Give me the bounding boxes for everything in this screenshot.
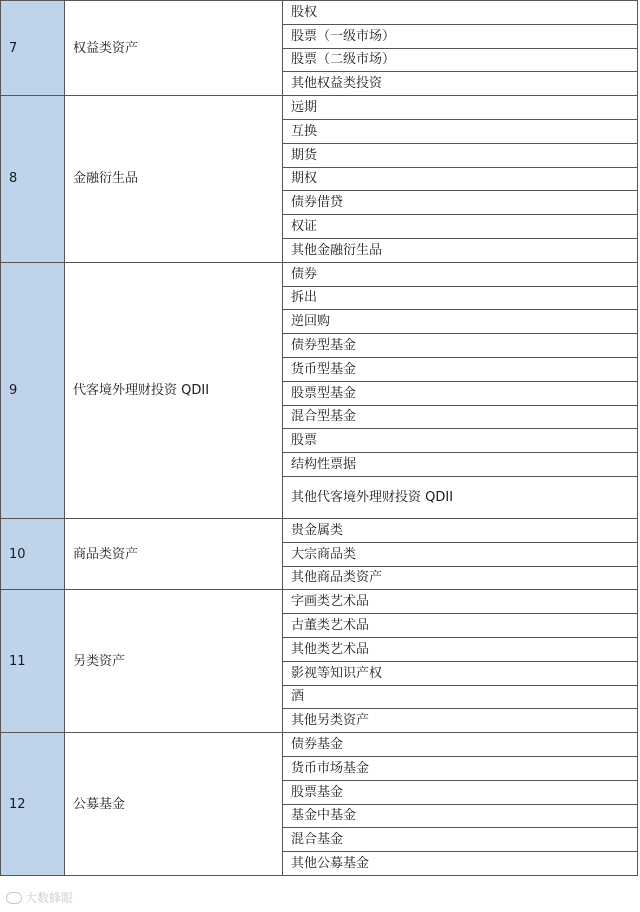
table-row [1,518,638,542]
table-row [1,262,638,286]
asset-subcategory: 股权 [283,1,638,25]
table-row [1,1,638,25]
asset-subcategory: 其他类艺术品 [283,637,638,661]
asset-subcategory: 期权 [283,167,638,191]
asset-subcategory: 拆出 [283,286,638,310]
asset-subcategory: 其他权益类投资 [283,72,638,96]
row-number: 8 [1,96,65,263]
asset-subcategory: 权证 [283,215,638,239]
asset-subcategory: 混合型基金 [283,405,638,429]
asset-subcategory: 逆回购 [283,310,638,334]
asset-subcategory: 古董类艺术品 [283,614,638,638]
asset-category: 金融衍生品 [65,96,283,263]
asset-subcategory: 酒 [283,685,638,709]
asset-subcategory: 股票（一级市场） [283,24,638,48]
row-number: 11 [1,590,65,733]
asset-category: 代客境外理财投资 QDII [65,262,283,518]
asset-subcategory: 股票 [283,429,638,453]
asset-category: 权益类资产 [65,1,283,96]
asset-subcategory: 债券基金 [283,733,638,757]
asset-subcategory: 其他代客境外理财投资 QDII [283,476,638,518]
asset-subcategory: 其他商品类资产 [283,566,638,590]
row-number: 9 [1,262,65,518]
asset-subcategory: 基金中基金 [283,804,638,828]
asset-subcategory: 影视等知识产权 [283,661,638,685]
asset-subcategory: 互换 [283,119,638,143]
asset-subcategory: 结构性票据 [283,453,638,477]
asset-subcategory: 其他另类资产 [283,709,638,733]
asset-subcategory: 大宗商品类 [283,542,638,566]
asset-subcategory: 混合基金 [283,828,638,852]
asset-subcategory: 股票基金 [283,780,638,804]
table-row [1,590,638,614]
asset-subcategory: 其他公募基金 [283,852,638,876]
watermark [6,889,73,906]
row-number: 10 [1,518,65,589]
asset-subcategory: 其他金融衍生品 [283,238,638,262]
asset-subcategory: 贵金属类 [283,518,638,542]
asset-category: 另类资产 [65,590,283,733]
logo-icon [6,892,22,904]
asset-subcategory: 股票型基金 [283,381,638,405]
asset-category: 公募基金 [65,733,283,876]
asset-subcategory: 货币型基金 [283,357,638,381]
asset-subcategory: 远期 [283,96,638,120]
watermark-text: 大数蜂眼 [25,891,74,905]
asset-subcategory: 债券 [283,262,638,286]
table-row [1,733,638,757]
asset-subcategory: 货币市场基金 [283,756,638,780]
table-row [1,96,638,120]
asset-subcategory: 字画类艺术品 [283,590,638,614]
asset-subcategory: 债券型基金 [283,334,638,358]
asset-subcategory: 债券借贷 [283,191,638,215]
asset-class-table-body [1,1,638,876]
asset-category: 商品类资产 [65,518,283,589]
asset-subcategory: 期货 [283,143,638,167]
row-number: 12 [1,733,65,876]
row-number: 7 [1,1,65,96]
asset-subcategory: 股票（二级市场） [283,48,638,72]
